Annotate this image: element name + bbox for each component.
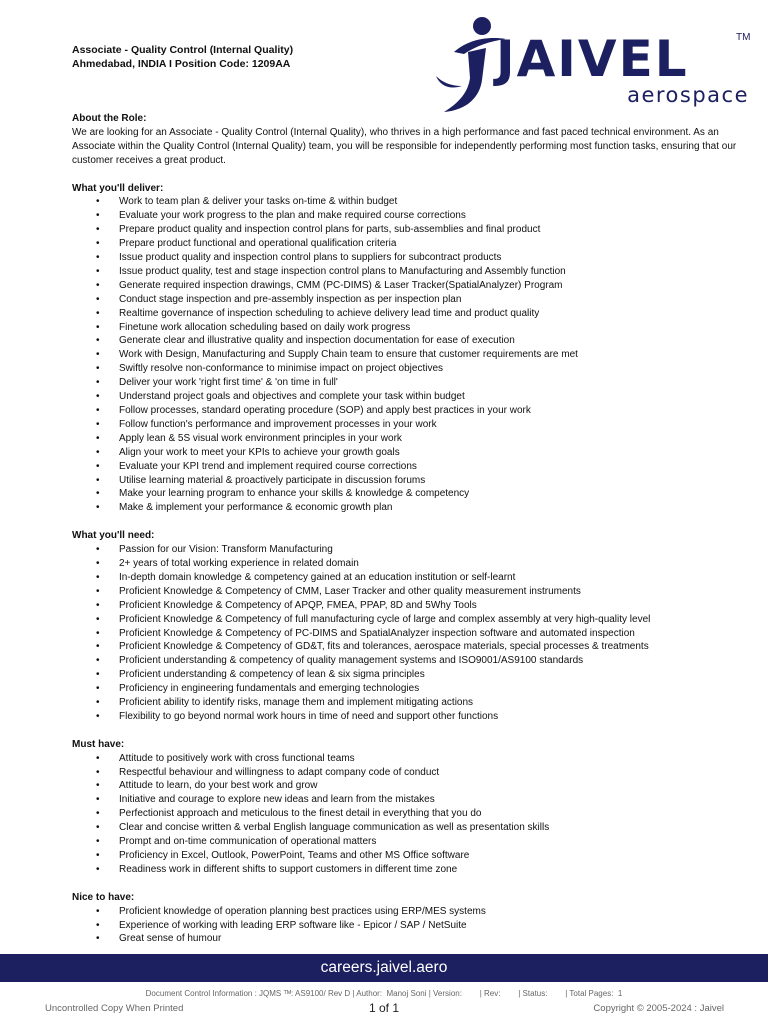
list-item: • Make your learning program to enhance your skills & knowledge & competency	[72, 487, 752, 501]
need-list	[72, 543, 752, 724]
list-item: • Proficient Knowledge & Competency of full manufacturing cycle of large and complex assembly at very high-quality level	[72, 613, 752, 627]
list-item: • Conduct stage inspection and pre-assembly inspection as per inspection plan	[72, 293, 752, 307]
trademark-symbol: TM	[736, 32, 751, 43]
list-item: • Realtime governance of inspection scheduling to achieve delivery lead time and product quality	[72, 307, 752, 321]
list-item: • Proficient knowledge of operation planning best practices using ERP/MES systems	[72, 905, 752, 919]
list-item: • Issue product quality and inspection control plans to suppliers for subcontract products	[72, 251, 752, 265]
list-item: • Generate required inspection drawings, CMM (PC-DIMS) & Laser Tracker(SpatialAnalyzer) Program	[72, 279, 752, 293]
list-item: • Flexibility to go beyond normal work hours in time of need and support other functions	[72, 710, 752, 724]
list-item: • Evaluate your KPI trend and implement required course corrections	[72, 460, 752, 474]
nice-title: Nice to have:	[72, 891, 135, 903]
list-item: • Readiness work in different shifts to support customers in different time zone	[72, 863, 752, 877]
list-item: • Great sense of humour	[72, 932, 752, 946]
nice-section	[72, 891, 752, 947]
careers-link[interactable]: careers.jaivel.aero	[320, 959, 448, 976]
list-item: • Align your work to meet your KPIs to achieve your growth goals	[72, 446, 752, 460]
list-item: • Proficient understanding & competency of quality management systems and ISO9001/AS9100 standards	[72, 654, 752, 668]
list-item: • Prompt and on-time communication of operational matters	[72, 835, 752, 849]
list-item: • Proficient Knowledge & Competency of APQP, FMEA, PPAP, 8D and 5Why Tools	[72, 599, 752, 613]
list-item: • Work with Design, Manufacturing and Supply Chain team to ensure that customer requirements are met	[72, 348, 752, 362]
need-title: What you'll need:	[72, 530, 155, 542]
page-number: 1 of 1	[368, 1001, 400, 1015]
must-section	[72, 738, 752, 877]
list-item: • Finetune work allocation scheduling based on daily work progress	[72, 321, 752, 335]
list-item: • Clear and concise written & verbal English language communication as well as presentation skills	[72, 821, 752, 835]
logo-tagline: aerospace	[627, 83, 749, 107]
list-item: • Evaluate your work progress to the plan and make required course corrections	[72, 209, 752, 223]
list-item: • Experience of working with leading ERP software like - Epicor / SAP / NetSuite	[72, 919, 752, 933]
list-item: • Prepare product quality and inspection control plans for parts, sub-assemblies and final product	[72, 223, 752, 237]
about-text: We are looking for an Associate - Quality Control (Internal Quality), who thrives in a high performance and fast paced technical environment. As an Associate within the Quality Control (Internal Quality) team, you will be responsible for independently performing most function tasks, ensuring that our customer receives a great product.	[72, 126, 737, 166]
need-section	[72, 529, 752, 724]
list-item: • Proficiency in Excel, Outlook, PowerPoint, Teams and other MS Office software	[72, 849, 752, 863]
deliver-section	[72, 182, 752, 516]
list-item: • In-depth domain knowledge & competency gained at an education institution or self-learnt	[72, 571, 752, 585]
list-item: • Attitude to learn, do your best work and grow	[72, 779, 752, 793]
careers-banner	[0, 954, 768, 982]
deliver-list	[72, 195, 752, 515]
list-item: • Understand project goals and objectives and complete your task within budget	[72, 390, 752, 404]
copyright-notice: Copyright © 2005-2024 : Jaivel	[593, 1003, 724, 1014]
list-item: • Apply lean & 5S visual work environment principles in your work	[72, 432, 752, 446]
list-item: • Initiative and courage to explore new ideas and learn from the mistakes	[72, 793, 752, 807]
list-item: • Deliver your work 'right first time' & 'on time in full'	[72, 376, 752, 390]
document-body	[72, 112, 752, 946]
jaivel-logo	[430, 14, 755, 114]
must-title: Must have:	[72, 738, 125, 750]
list-item: • Follow function's performance and improvement processes in your work	[72, 418, 752, 432]
list-item: • Generate clear and illustrative quality and inspection documentation for ease of execution	[72, 334, 752, 348]
list-item: • Proficient ability to identify risks, manage them and implement mitigating actions	[72, 696, 752, 710]
about-section	[72, 112, 752, 168]
list-item: • Passion for our Vision: Transform Manufacturing	[72, 543, 752, 557]
nice-list	[72, 905, 752, 947]
list-item: • 2+ years of total working experience in related domain	[72, 557, 752, 571]
uncontrolled-copy-note: Uncontrolled Copy When Printed	[45, 1003, 184, 1014]
list-item: • Follow processes, standard operating procedure (SOP) and apply best practices in your work	[72, 404, 752, 418]
logo-wordmark: JAIVEL	[496, 30, 689, 88]
list-item: • Respectful behaviour and willingness to adapt company code of conduct	[72, 766, 752, 780]
job-title: Associate - Quality Control (Internal Quality)	[72, 44, 294, 56]
list-item: • Make & implement your performance & economic growth plan	[72, 501, 752, 515]
list-item: • Swiftly resolve non-conformance to minimise impact on project objectives	[72, 362, 752, 376]
list-item: • Attitude to positively work with cross functional teams	[72, 752, 752, 766]
list-item: • Perfectionist approach and meticulous to the finest detail in everything that you do	[72, 807, 752, 821]
about-title: About the Role:	[72, 113, 147, 124]
list-item: • Proficient Knowledge & Competency of GD&T, fits and tolerances, aerospace materials, special processes & treatments	[72, 640, 752, 654]
list-item: • Proficient understanding & competency of lean & six sigma principles	[72, 668, 752, 682]
must-list	[72, 752, 752, 877]
document-control-info: Document Control Information : JQMS ᵀᴹ: AS9100/ Rev D | Author: Manoj Soni | Version: | Rev: | Status: | Total Pages: 1	[145, 989, 623, 998]
list-item: • Proficient Knowledge & Competency of PC-DIMS and SpatialAnalyzer inspection software and automated inspection	[72, 627, 752, 641]
list-item: • Utilise learning material & proactively participate in discussion forums	[72, 474, 752, 488]
list-item: • Proficient Knowledge & Competency of CMM, Laser Tracker and other quality measurement instruments	[72, 585, 752, 599]
list-item: • Proficiency in engineering fundamentals and emerging technologies	[72, 682, 752, 696]
deliver-title: What you'll deliver:	[72, 182, 164, 194]
location-line: Ahmedabad, INDIA I Position Code: 1209AA	[72, 58, 291, 70]
list-item: • Prepare product functional and operational qualification criteria	[72, 237, 752, 251]
list-item: • Work to team plan & deliver your tasks on-time & within budget	[72, 195, 752, 209]
document-header	[72, 43, 293, 71]
list-item: • Issue product quality, test and stage inspection control plans to Manufacturing and Assembly function	[72, 265, 752, 279]
